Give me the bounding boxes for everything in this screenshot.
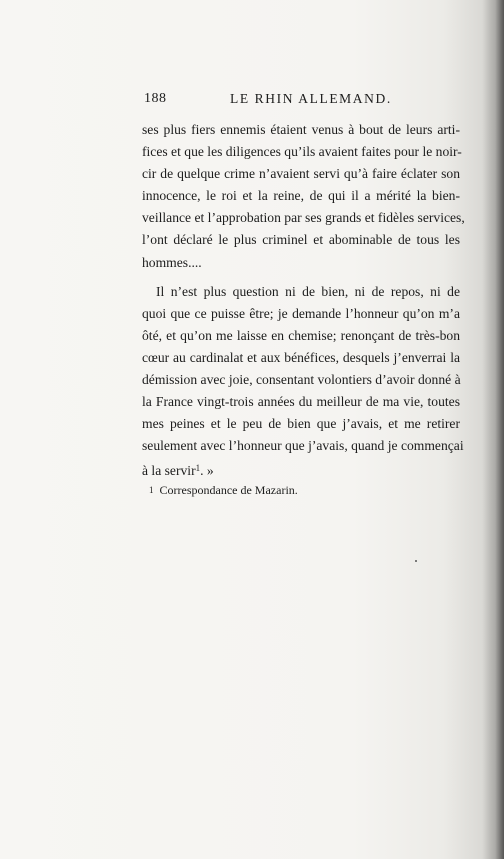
text-line: l’ont déclaré le plus criminel et abominable de tous les [142, 232, 460, 248]
page-number: 188 [144, 91, 167, 106]
text-line: ses plus fiers ennemis étaient venus à bout de leurs arti- [142, 122, 460, 137]
running-title: LE RHIN ALLEMAND. [230, 91, 392, 106]
body-text [142, 119, 465, 480]
footnote [149, 483, 298, 498]
footnote-mark: 1 [149, 485, 154, 495]
text-line: Il n’est plus question ni de bien, ni de repos, ni de [156, 283, 460, 299]
text-line: ôté, et qu’on me laisse en chemise; renonçant de très-bon [142, 327, 460, 343]
paragraph-gap [142, 274, 460, 281]
spine-shadow [482, 0, 504, 859]
footnote-reference: 1 [195, 463, 201, 474]
text-line-final [142, 457, 460, 479]
paper-speck [415, 560, 417, 562]
text-line: seulement avec l’honneur que j’avais, quand je commençai [142, 438, 464, 454]
footnote-text: Correspondance de Mazarin. [159, 483, 298, 497]
text-line: hommes.... [142, 254, 202, 270]
text-line: quoi que ce puisse être; je demande l’honneur qu’on m’a [142, 305, 460, 321]
text-line: la France vingt-trois années du meilleur de ma vie, toutes [142, 394, 460, 410]
text-line: innocence, le roi et la reine, de qui il a mérité la bien- [142, 188, 460, 204]
text-line: cœur au cardinalat et aux bénéfices, desquels j’enverrai la [142, 349, 460, 365]
text-line: mes peines et le peu de bien que j’avais, et me retirer [142, 416, 460, 432]
text-segment: . » [200, 463, 214, 479]
running-head [144, 91, 444, 109]
text-segment: à la servir [142, 463, 196, 479]
text-line: cir de quelque crime n’avaient servi qu’à faire éclater son [142, 166, 460, 182]
text-line: fices et que les diligences qu’ils avaient faites pour le noir- [142, 144, 462, 160]
text-line: démission avec joie, consentant volontiers d’avoir donné à [142, 372, 461, 388]
text-line: veillance et l’approbation par ses grands et fidèles services, [142, 210, 465, 226]
